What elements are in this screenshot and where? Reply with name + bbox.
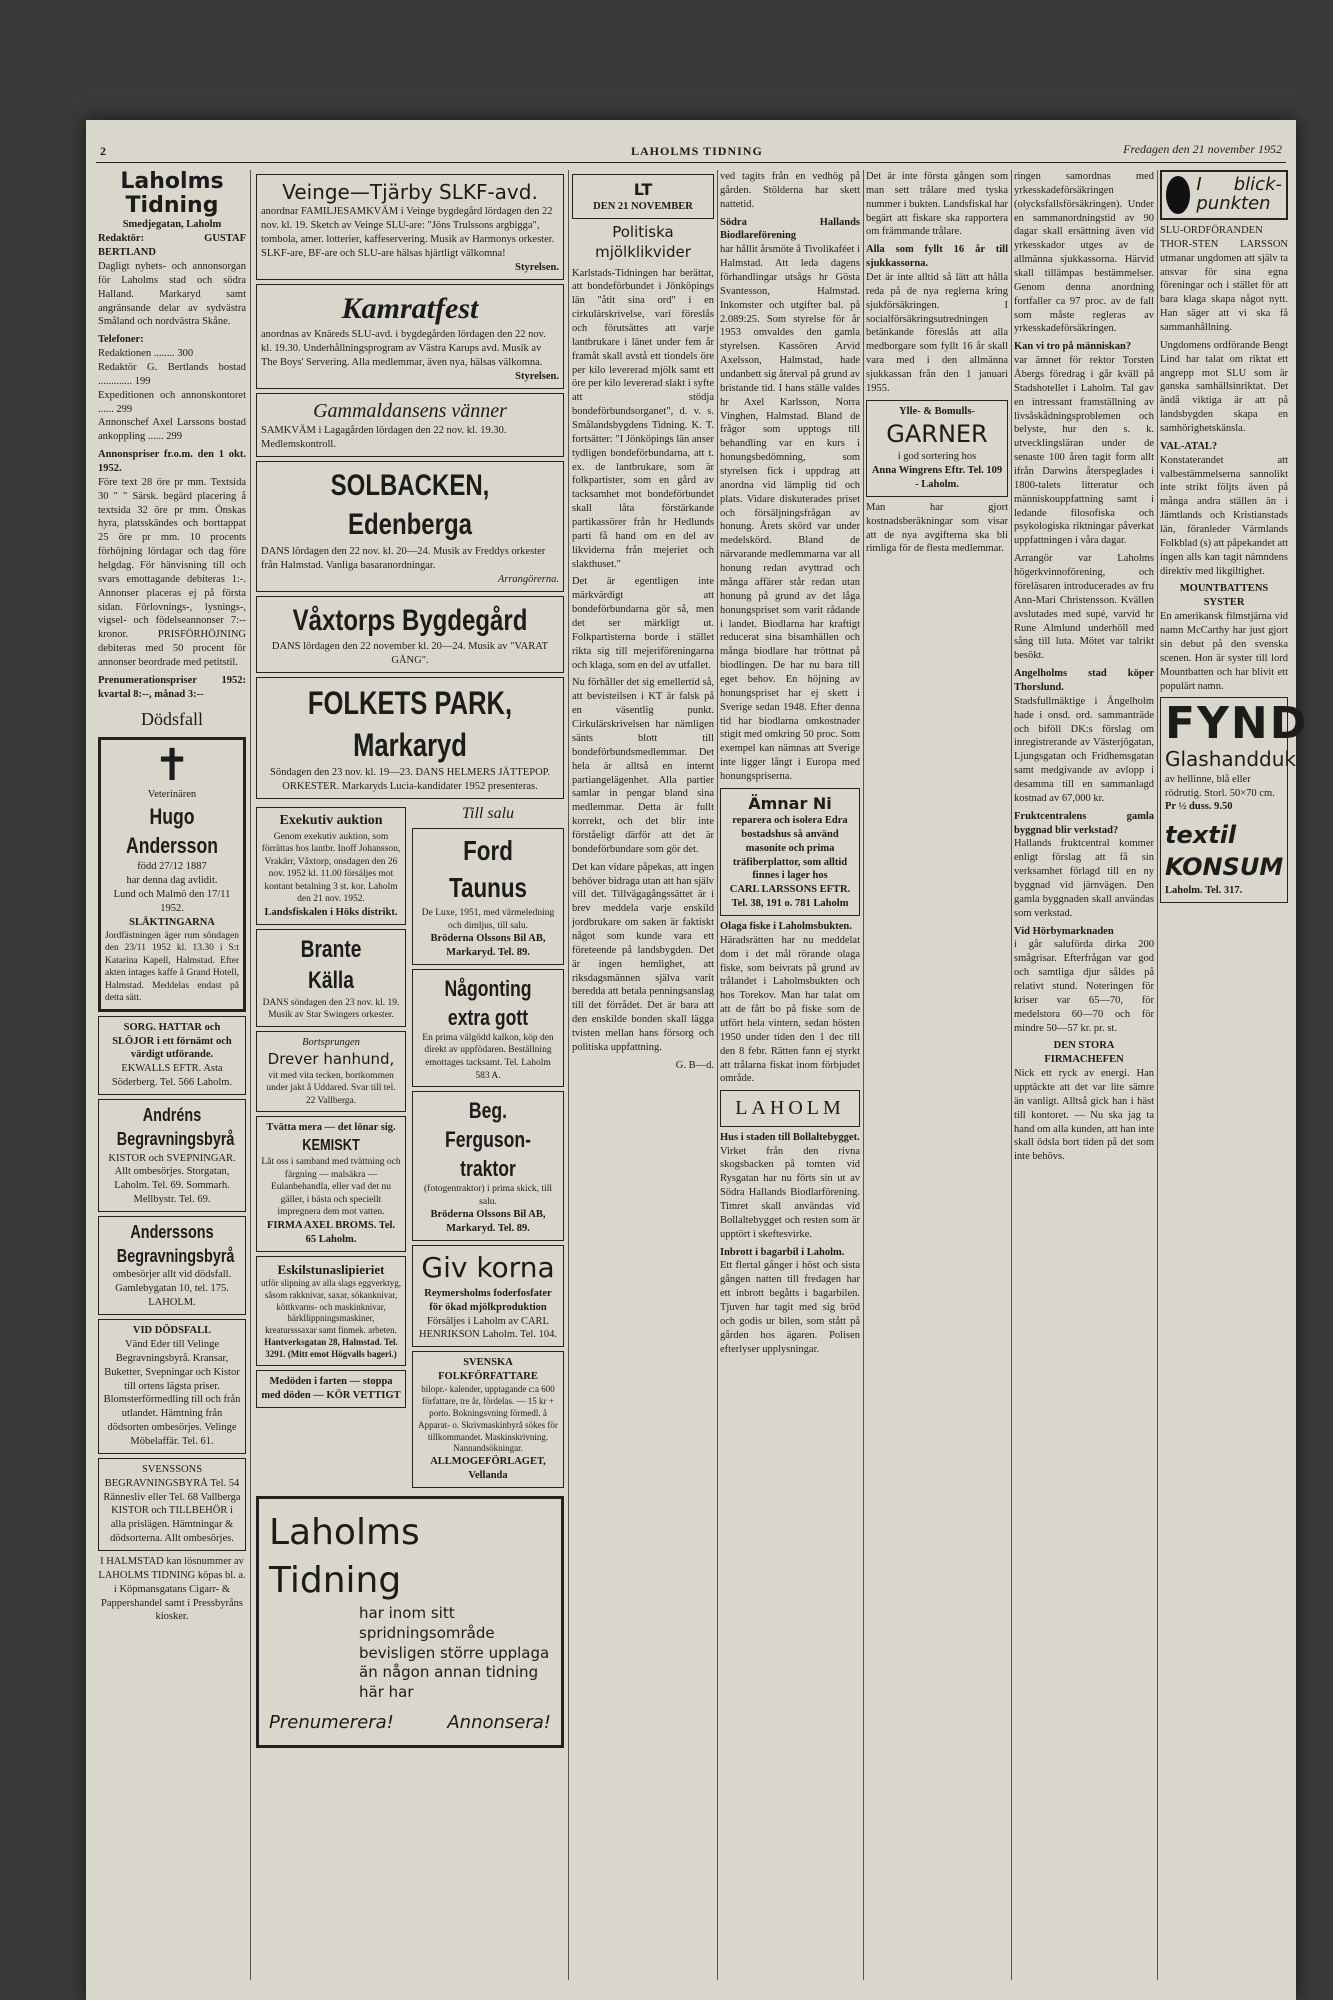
ad-svenska-text: bilopr.- kalender, upptagande c:a 600 författare, tre år, fördelas. — 15 kr + porto. Bokningsvning förmedl. å Apparat- o. Skrivmaskinbyrå sökes för tillkommandet. Maskinskrivning. Nannandsökningar. xyxy=(418,1384,558,1454)
news-paragraph: Det är inte första gången som man sett trålare med tyska nummer i bukten. Landsfiskal har begärt att fiskare ska rapportera om främmande trålare. xyxy=(866,171,1009,238)
column-rule xyxy=(1011,170,1012,1980)
ad-solbacken-title: SOLBACKEN, Edenberga xyxy=(330,468,490,542)
ad-kamratfest-text: anordnas av Knäreds SLU-avd. i bygdegården lördagen den 22 nov. kl. 19.30. Underhållningsprogram av Västra Karups avd. Musik av The Boys' Servering. Alla medlemmar, även nya, hälsas välkomna. xyxy=(261,329,546,368)
commentary-headline: VAL-ATAL? xyxy=(1160,440,1218,452)
ad-glas-title: Glashandduk xyxy=(1165,747,1296,772)
news-paragraph: ved tagits från en vedhög på gården. Stölderna har skett nattetid. xyxy=(720,171,860,210)
ad-row xyxy=(256,803,564,1492)
ad-fynd xyxy=(1160,697,1309,902)
ad-exekutiv-title: Exekutiv auktion xyxy=(279,813,383,829)
phones-title: Telefoner: xyxy=(98,334,144,346)
obituary-born: född 27/12 1887 xyxy=(137,861,207,873)
phone-line: Redaktionen ........ 300 xyxy=(98,348,194,360)
ad-svenska-title: SVENSKA FOLKFÖRFATTARE xyxy=(438,1357,538,1383)
ad-nagonting-text: En prima välgödd kalkon, köp den direkt av uppfödaren. Beställning emottages tacksamt. Tel. Laholm 583 A. xyxy=(422,1032,554,1081)
obituary-text: har denna dag avlidit. xyxy=(126,875,218,887)
column-local-news xyxy=(720,170,860,1980)
ad-kemiskt xyxy=(256,1116,406,1251)
news-headline: Kan vi tro på människan? xyxy=(1014,341,1132,353)
news-paragraph: Häradsrätten har nu meddelat dom i det mål rörande olaga fiske, som beivrats på grund av trålandet i Laholmsbukten och hos Torekov. Man har talat om att de fått bo på fiske som de utfört hela vintern, sedan hösten 1950 under tiden den 1 dec till den 8 febr. Rätten fann ej styrkt att trålarna fiskat inom förbjudet område. xyxy=(720,934,860,1085)
promo-calls xyxy=(269,1711,551,1735)
commentary-paragraph: En amerikansk filmstjärna vid namn McCarthy har just gjort sin debut på den svenska scenen. Hon är syster till lord Mountbatten och har blivit ett populärt namn. xyxy=(1160,611,1288,692)
ad-nagonting xyxy=(412,969,564,1087)
paper-address: Smedjegatan, Laholm xyxy=(122,219,222,231)
ad-svenska xyxy=(412,1351,564,1488)
news-paragraph: Man har gjort kostnadsberäkningar som visar att de nya avgifterna ska bli rimliga för de flesta medlemmar. xyxy=(866,501,1008,555)
obituary-role: Veterinären xyxy=(147,789,197,801)
header-rule xyxy=(96,162,1286,163)
ad-givkorna-title: Giv korna xyxy=(421,1250,555,1284)
ad-veinge-title: Veinge—Tjärby SLKF-avd. xyxy=(282,180,538,204)
ad-gammaldans xyxy=(256,393,564,457)
news-paragraph: Virket från den rivna skogsbacken på tomten vid Rysgatan har nu förts sin ut av Södra Hallands Biodlarförening. Timret skall användas vid Bollaltebygget och resten som är upptört i skeftesvirke. xyxy=(720,1145,860,1240)
commentary-paragraph: Ungdomens ordförande Bengt Lind har talat om riktat ett angrepp mot SLU som är ganska samhällsinriktat. Det ändå viktiga är att på landsbygden skapa en samhörighetskänsla. xyxy=(1160,339,1288,435)
news-paragraph: Nick ett ryck av energi. Han upptäckte att det var lite sämre än vanligt. Alltså gick han i häst till kontoret. — Nu ska jag ta hand om alla kunden, att han inte skall ödsla bort tiden på det som inte behövs. xyxy=(1014,1068,1154,1163)
ad-vaxtorp-text: DANS lördagen den 22 november kl. 20—24. Musik av "VARAT GÅNG". xyxy=(271,641,549,667)
promo-text: har inom sitt spridningsområde bevisligen större upplaga än någon annan tidning här har xyxy=(359,1604,550,1702)
ad-garner-sub: Ylle- & Bomulls- xyxy=(899,405,975,417)
ad-bortsprungen: Bortsprungen xyxy=(302,1037,360,1049)
news-headline: Fruktcentralens gamla byggnad blir verkstad? xyxy=(1014,810,1154,836)
ad-sorg-text: SORG. HATTAR och SLÖJOR i ett förnämt och värdigt utförande. xyxy=(112,1021,232,1061)
promo-title-line1: Laholms xyxy=(269,1512,420,1554)
editorial-paragraph: Det är egentligen inte märkvärdigt att bondeförbundarna gör så, men det ser märkligt ut. Folkpartisterna borde i stället rikta sig till mejeriföreningarna och klaga, som en del av utfallet. xyxy=(572,576,714,671)
editorial-paragraph: Det kan vidare påpekas, att ingen behöver bidraga utan att han själv vill det. Tillvägagångssättet är i brev meddela varje enskild jordbrukare om saken är faktiskt något som kunde vara ett företeende på landsbygden. Det är ingen hemlighet, att riksdagsmännen själva varit beredda att betala penningsanslag till det förrådet. Det är bara att den enskilde bonden skall lägga tvisten mellan hans försorg och politiska uppfattning. xyxy=(572,861,714,1053)
ad-exekutiv xyxy=(256,807,406,925)
ad-garner-text: i god sortering hos xyxy=(897,451,977,463)
ad-nagonting-title: Någonting extra gott xyxy=(444,975,532,1030)
lt-date: DEN 21 NOVEMBER xyxy=(593,201,693,213)
news-paragraph: Hallands fruktcentral kommer enligt förslag att få sin verksamhet förlagd till en ny byggnad vid järnvägen. Den gamla byggnaden skall användas som verkstad. xyxy=(1014,838,1154,919)
paper-title: Laholms Tidning xyxy=(120,169,224,219)
ad-left-stack xyxy=(256,803,406,1492)
ad-garner-title: GARNER xyxy=(886,419,988,448)
editorial-header xyxy=(572,174,714,219)
ad-ford xyxy=(412,828,564,965)
ad-svenssons xyxy=(98,1458,246,1551)
editorial-sign: G. B—d. xyxy=(675,1059,714,1071)
ad-drever-title: Drever hanhund, xyxy=(267,1049,395,1068)
phone-line: Expeditionen och annonskontoret ...... 299 xyxy=(98,389,246,415)
ad-svenska-sign: ALLMOGEFÖRLAGET, Vellanda xyxy=(430,1456,546,1482)
ad-kamratfest-sign: Styrelsen. xyxy=(515,370,559,382)
news-headline: Angelholms stad köper Thorslund. xyxy=(1014,668,1154,693)
subscription-prices: Prenumerationspriser 1952: kvartal 8:--, månad 3:-- xyxy=(98,674,246,700)
promo-title-line2: Tidning xyxy=(269,1559,402,1601)
ad-gammaldans-text: SAMKVÄM i Lagagården lördagen den 22 nov. kl. 19.30. Medlemskontroll. xyxy=(261,425,507,450)
ad-solbacken-sign: Arrangörerna. xyxy=(497,573,559,585)
ad-folkets-text: Söndagen den 23 nov. kl. 19—23. DANS HELMERS JÄTTEPOP. ORKESTER. Markaryds Lucia-kandidater 1952 presenteras. xyxy=(270,767,550,793)
ad-ferguson-sign: Bröderna Olssons Bil AB, Markaryd. Tel. 89. xyxy=(430,1209,546,1235)
laholm-title: LAHOLM xyxy=(735,1097,845,1120)
ad-givkorna-sign: Försäljes i Laholm av CARL HENRIKSON Laholm. Tel. 104. xyxy=(419,1315,557,1341)
editorial-paragraph: Nu förhåller det sig emellertid så, att bevisteilsen i KT är falsk på en väsentlig punkt. Cirkulärskrivelsen har nämligen sänts blott till bondeförbundsmedlemmar. Det hela är alltså en internt partiangelägenhet. Alla partier samlar in pengar bland sina medlemmar. Detta är fullt korrekt, och det blir inte förståeligt därför att det är bondeförbundare som gör det. xyxy=(572,677,714,855)
ad-veinge-text: anordnar FAMILJESAMKVÄM i Veinge bygdegård lördagen den 22 nov. kl. 19. Sketch av Veinge SLU-are: "Jöns Trulssons argbigga", tombola, amer. lotterier, kaffeservering. Musik av Harmonys orkester. SLKF-are, BF-are och SLU-are hälsas hjärtligt välkomna! xyxy=(261,206,555,259)
ad-vid-dodsfall xyxy=(98,1319,246,1454)
newspaper-page xyxy=(86,120,1309,2000)
ad-vid-title: VID DÖDSFALL xyxy=(132,1325,212,1337)
ad-glas-price: Pr ½ duss. 9.50 xyxy=(1165,801,1233,813)
column-commentary xyxy=(1160,170,1309,1980)
blick-header xyxy=(1160,170,1288,220)
ad-brante xyxy=(256,929,406,1027)
commentary-paragraph: SLU-ORDFÖRANDEN THOR-STEN LARSSON utmanar ungdomen att själv ta ansvar för sina egna föreningar och i stället för att bara klaga skapa något nytt. Han säger att vi ska få sammanhållning. xyxy=(1160,225,1288,334)
news-paragraph: Det är inte alltid så lätt att hålla reda på de nya reglerna kring sjukförsäkringen. I socialförsäkringsutredningen betänkande föreslås att alla medborgare som fyllt 16 år skall vara med i den allmänna sjukkassan från den 1 januari 1955. xyxy=(866,272,1008,394)
camera-icon xyxy=(1166,176,1190,214)
news-paragraph: ringen samordnas med yrkesskadeförsäkringen (olycksfallsförsäkringen). Under en sammanordningstid av 90 dagar skall ersättning även vid yrkesskador utges av de allmänna sjukkassorna. Härvid skall tillämpas bestämmelser. Genom denna anordning fortfaller ca 97 proc. av de fall som måste regleras av yrkesskadeförsäkringen. xyxy=(1014,171,1154,335)
ad-svenssons-text: SVENSSONS BEGRAVNINGSBYRÅ Tel. 54 Rännesliv eller Tel. 68 Vallberga KISTOR och TILLBEHÖR i alla prislägen. Hämtningar & dödsorterna. Allt ombesörjes. xyxy=(103,1463,241,1545)
ad-veinge-sign: Styrelsen. xyxy=(515,261,559,273)
promo-box xyxy=(256,1496,564,1748)
halmstad-notice: I HALMSTAD kan lösnummer av LAHOLMS TIDNING köpas bl. a. i Köpmansgatans Cigarr- & Pappershandel samt i Pressbyråns kiosker. xyxy=(98,1555,246,1623)
ad-ford-sign: Bröderna Olssons Bil AB, Markaryd. Tel. 89. xyxy=(430,933,546,959)
phone-line: Redaktör G. Bertlands bostad ............. 199 xyxy=(98,361,246,387)
ad-amnar-title: Ämnar Ni xyxy=(748,793,832,813)
promo-call-left: Prenumerera! xyxy=(269,1712,394,1734)
phone-line: Annonschef Axel Larssons bostad ankoppling ...... 299 xyxy=(98,417,246,443)
ad-gammaldans-title: Gammaldansens vänner xyxy=(313,399,507,422)
column-rule xyxy=(717,170,718,1980)
ad-kemiskt-sign: FIRMA AXEL BROMS. Tel. 65 Laholm. xyxy=(266,1219,396,1245)
editorial-paragraph: Karlstads-Tidningen har berättat, att bondeförbundet i Jönköpings län "åtit sina ord" i en cirkulärskrivelse, vari föreslås och förutsättes att varje lantbrukare i länet under fem år framåt skall avstå ett tiondels öre per kilo levererad mjölk samt ett öre per kilo levererad slakt i syfte att stödja bondeförbundsorganet", d. v. s. Smålandsbygdens Tidning. K. T. fortsätter: "I Jönköpings län anser tydligen bondeförbundarna, att t. ex. de lantbrukare, som är folkpartister, som en gård av tacksamhet mot bondeförbundet skall låta förstärkande partikassörer från hr Hedlunds parti få hand om en del av likviderna från mejeriet och slakthuset." xyxy=(572,267,714,570)
ad-ekwalls-text: EKWALLS EFTR. Asta Söderberg. Tel. 566 Laholm. xyxy=(111,1063,233,1089)
editorial-headline: Politiska mjölklikvider xyxy=(595,222,691,261)
ad-kamratfest xyxy=(256,284,564,389)
laholm-section-title xyxy=(720,1090,860,1126)
ad-exekutiv-text: Genom exekutiv auktion, som förrättas hos lantbr. Inoff Johansson, Vrakärr, Våxtorp, onsdagen den 26 nov. 1952 kl. 11.00 försäljes mot kontant betalning 3 st. kor. Laholm den 21 nov. 1952. xyxy=(261,831,401,905)
ad-garner-sign: Anna Wingrens Eftr. Tel. 109 - Laholm. xyxy=(871,465,1003,490)
ad-eskilstuna xyxy=(256,1256,406,1366)
column-ads xyxy=(256,170,564,1980)
ad-vaxtorp xyxy=(256,596,564,673)
paper-editor: Redaktör: GUSTAF BERTLAND xyxy=(98,233,246,259)
promo-call-right: Annonsera! xyxy=(447,1712,551,1734)
ad-veinge xyxy=(256,174,564,280)
page-number: 2 xyxy=(100,144,106,158)
ad-eskilstuna-sign: Hantverksgatan 28, Halmstad. Tel. 3291. (Mitt emot Högvalls bageri.) xyxy=(264,1337,398,1360)
ad-brante-title: Brante Källa xyxy=(300,935,362,995)
news-headline: Alla som fyllt 16 år till sjukkassorna. xyxy=(866,244,1008,270)
news-paragraph: Stadsfullmäktige i Ängelholm hade i onsd. ord. sammanträde och biföll DK:s förslag om inregistrerande av Västerjögatan, Ljungsgatan och Fridhemsgatan samt medgivande av avlopp i desamma till en sammanlagd kostnad av 67,000 kr. xyxy=(1014,695,1154,804)
deaths-title: Dödsfall xyxy=(141,708,203,729)
ad-prices-title: Annonspriser fr.o.m. den 1 okt. 1952. xyxy=(98,449,246,474)
obituary-name: Hugo Andersson xyxy=(126,804,218,859)
ad-anderssons xyxy=(98,1216,246,1315)
commentary-paragraph: Konstaterandet att valbestämmelserna sannolikt inte strikt följts även på många andra ställen än i Jämtlands och Kristianstads län, föranleder Värmlands Folkblad (s) att påpekandet att ingen alls kan tagit nämndens direktiv med likgiltighet. xyxy=(1160,454,1288,577)
column-rule xyxy=(250,170,251,1980)
column-rule xyxy=(863,170,864,1980)
page-header xyxy=(86,140,1296,162)
masthead: LAHOLMS TIDNING xyxy=(631,144,763,158)
issue-date: Fredagen den 21 november 1952 xyxy=(1123,142,1282,156)
ad-eskilstuna-title: Eskilstunaslipieriet xyxy=(277,1261,385,1277)
ad-solbacken xyxy=(256,461,564,592)
ad-kemiskt-text: Låt oss i samband med tvättning och färgning — malsäkra — Eulanbehandla, eller vad det nu gäller, i bästa och speciellt impregnera dem mot vatten. xyxy=(261,1157,401,1218)
ad-givkorna xyxy=(412,1245,564,1347)
ad-konsum-sign: Laholm. Tel. 317. xyxy=(1165,884,1243,896)
ad-konsum-logo: textil KONSUM xyxy=(1165,821,1284,881)
column-masthead-and-obituaries xyxy=(98,170,246,1980)
ad-givkorna-text: Reymersholms foderfosfater för ökad mjölkproduktion xyxy=(424,1287,552,1313)
ad-solbacken-text: DANS lördagen den 22 nov. kl. 20—24. Musik av Freddys orkester från Halmstad. Vanliga basaranordningar. xyxy=(261,546,546,571)
column-news-3 xyxy=(1014,170,1154,1980)
ad-ferguson-title: Beg. Ferguson-traktor xyxy=(444,1098,532,1182)
ad-andrens xyxy=(98,1099,246,1212)
ad-folkets-title: FOLKETS PARK, Markaryd xyxy=(307,684,513,764)
news-paragraph: i går saluförda dirka 200 smågrisar. Efterfrågan var god och samtliga djur såldes på relativt stund. Noteringen för kriser var 65—70, för medelstora 60—70 och för mindre 50—57 kr. pr. st. xyxy=(1014,939,1154,1034)
ad-ford-title: Ford Taunus xyxy=(449,835,527,904)
ad-vaxtorp-title: Våxtorps Bygdegård xyxy=(292,603,528,637)
ad-andrens-text: KISTOR och SVEPNINGAR. Allt ombesörjes. Storgatan, Laholm. Tel. 69. Sommarh. Mellbystr. Tel. 69. xyxy=(108,1152,236,1206)
obituary-box xyxy=(98,737,246,1011)
obituary-notice: Jordfästningen äger rum söndagen den 23/11 1952 kl. 13.30 i S:t Katarina Kapell, Halmstad. Efter akten intages kaffe å Grand Hotell, Halmstad. Meddelas endast på detta sätt. xyxy=(105,930,239,1004)
column-rule xyxy=(568,170,569,1980)
ad-kemiskt-title: KEMISKT xyxy=(302,1137,360,1155)
news-headline: Inbrott i bagarbil i Laholm. xyxy=(720,1246,845,1258)
ad-sorg xyxy=(98,1016,246,1095)
ad-brante-text: DANS söndagen den 23 nov. kl. 19. Musik av Star Swingers orkester. xyxy=(262,997,400,1021)
news-headline: Södra Hallands Biodlareförening xyxy=(720,216,860,242)
paper-intro: Dagligt nyhets- och annonsorgan för Laholms stad och södra Halland. Markaryd samt angränsande delar av sydvästra Småland och nordvästra Skåne. xyxy=(98,260,246,328)
news-paragraph: var ämnet för rektor Torsten Åbergs föredrag i går kväll på Stadshotellet i Laholm. Tal gav en intressant framställning av livsåskådningsproblemen och belyste, hur den s. k. utvecklingsläran under de senaste 100 åren tagit form allt ifrån Darwins återspeglades i 1800-talets litteratur och människouppfattning samt i ledande filosofiska och psykologiska riktningar påverkat uppfattningen i våra dagar. xyxy=(1014,355,1154,547)
ad-eskilstuna-text: utför slipning av alla slags eggverktyg, såsom rakknivar, saxar, sökanknivar, köttkvarns- och maskinknivar, härkllippningsmaskiner, kreatursssaxar samt finmek. arbeten. xyxy=(261,1277,401,1336)
ad-glas-text: av hellinne, blå eller rödrutig. Storl. 50×70 cm. xyxy=(1165,773,1275,799)
lt-label: LT xyxy=(633,180,653,199)
ad-till-salu: Till salu xyxy=(461,805,515,823)
ad-right-stack xyxy=(412,803,564,1492)
ad-ferguson-text: (fotogentraktor) i prima skick, till salu. xyxy=(424,1184,552,1207)
news-headline: Hus i staden till Bollaltebygget. xyxy=(720,1131,860,1143)
ad-kamratfest-title: Kamratfest xyxy=(341,291,479,325)
ad-garner xyxy=(866,400,1008,497)
column-news-2 xyxy=(866,170,1008,1980)
cross-icon: ✝ xyxy=(153,741,191,791)
ad-medoden-text: Medöden i farten — stoppa med döden — KÖR VETTIGT xyxy=(261,1375,401,1401)
column-rule xyxy=(1157,170,1158,1980)
news-paragraph: Arrangör var Laholms högerkvinnoförening, och föreläsaren introducerades av fru Ann-Mari Christensson. Kvällen avslutades med supé, varvid hr Rune Almlund underhöll med sång till luta. Mötet var talrikt besökt. xyxy=(1014,553,1154,662)
ad-amnar xyxy=(720,788,860,916)
ad-fynd-title: FYND xyxy=(1165,698,1309,750)
ad-medoden xyxy=(256,1370,406,1408)
commentary-headline: MOUNTBATTENS SYSTER xyxy=(1179,583,1269,609)
ad-prices-text: Före text 28 öre pr mm. Textsida 30 " " Särsk. begärd placering å textsida 32 öre pr mm. Önskas hyra, platsskändes och borttappat 25 öre pr mm. 10 procents förhöjning lördagar och dag före helgdag. För hänvisning till och svars emottagande debiteras 1:-. Annonser placeras ej på första sidan. Förlovnings-, lysnings-, vigsel- och födelseannonser 7:-- kronor. PRISFÖRHÖJNING debiteras med 50 procent för annonser beordrade med petitstil. xyxy=(98,476,246,669)
news-paragraph: har hållit årsmöte å Tivolikaféet i Halmstad. Att leda dagens förhandlingar utsågs hr Gösta Svantesson, Halmstad. Inkomster och utgifter bal. på 2.089:25. Som styrelse för år 1953 omvaldes den gamla styrelsen. Kassören Arvid Axelsson, Halmstad, hade undanbett sig återval på grund av bristande tid. I hans ställe valdes hr Axel Karlsson, Norra Vinghen, Halmstad. Bland de frågor som upptogs till behandling var en kurs i honungsbedömning, som styrelsen fick i uppdrag att anordna vid lämplig tid och plats. Vidare diskuterades priset och försäljningsfrågan av honung. Årets skörd var under medelskörd. Bland de närvarande medlemmarna var all honung redan avyttrad och många affärer står redan utan honung på grund av det låga honungspriset som varit rådande i landet. Biodlarna har kraftigt reducerat sina bisamhällen och många biodlare har tröttnat på biodlingen. De har nu bara till eget behov. En höjning av honungspriset har ej skett i Sverige sedan 1948. Efter denna tid har biodlarna omkostnader stigit med omkring 50 proc. Som exempel kan nämnas att Sverige inte ligger långt i Europa med honungspriserna. xyxy=(720,244,860,782)
obituary-place: Lund och Malmö den 17/11 1952. xyxy=(113,888,231,914)
ad-drever xyxy=(256,1031,406,1112)
obituary-family: SLÄKTINGARNA xyxy=(129,916,215,928)
ad-exekutiv-sign: Landsfiskalen i Höks distrikt. xyxy=(264,906,398,918)
ad-ferguson xyxy=(412,1091,564,1241)
ad-amnar-sign: CARL LARSSONS EFTR. Tel. 38, 191 o. 781 Laholm xyxy=(729,884,851,910)
ad-drever-text: vit med vita tecken, bortkommen under jakt å Uddared. Svar till tel. 22 Vallberga. xyxy=(266,1070,396,1106)
ad-vid-text: Vänd Eder till Velinge Begravningsbyrå. Kransar, Buketter, Svepningar och Kistor till ortens lägsta priser. Blomsterförmedling till och från utlandet. Hämtning från dödsorten ombesörjes. Velinge Möbelaffär. Tel. 61. xyxy=(103,1338,241,1447)
column-editorial xyxy=(572,170,714,1980)
news-headline: Olaga fiske i Laholmsbukten. xyxy=(720,920,852,932)
news-headline: Vid Hörbymarknaden xyxy=(1014,925,1114,937)
ad-ford-text: De Luxe, 1951, med värmeledning och dimljus, till salu. xyxy=(421,908,555,931)
ad-anderssons-title: Anderssons Begravningsbyrå xyxy=(116,1221,235,1266)
blick-title: I blick-punkten xyxy=(1196,174,1282,214)
news-paragraph: Ett flertal gånger i höst och sista gången natten till fredagen har ett inbrott begåtts i bagarbilen. Tjuven har tagit med sig bröd och godis ur bilen, som stått på gården hos ägaren. Polisen efterlyser upplysningar. xyxy=(720,1260,860,1355)
ad-folkets-park xyxy=(256,677,564,799)
ad-amnar-text: reparera och isolera Edra bostadshus så använd masonite och prima träfiberplattor, som alltid finnes i lager hos xyxy=(732,814,848,882)
ad-anderssons-text: ombesörjer allt vid dödsfall. Gamlebygatan 10, tel. 175. LAHOLM. xyxy=(112,1269,232,1309)
ad-andrens-title: Andréns Begravningsbyrå xyxy=(116,1105,235,1149)
ad-tvatta-title: Tvätta mera — det lönar sig. xyxy=(266,1122,396,1134)
news-headline: DEN STORA FIRMACHEFEN xyxy=(1044,1040,1124,1066)
